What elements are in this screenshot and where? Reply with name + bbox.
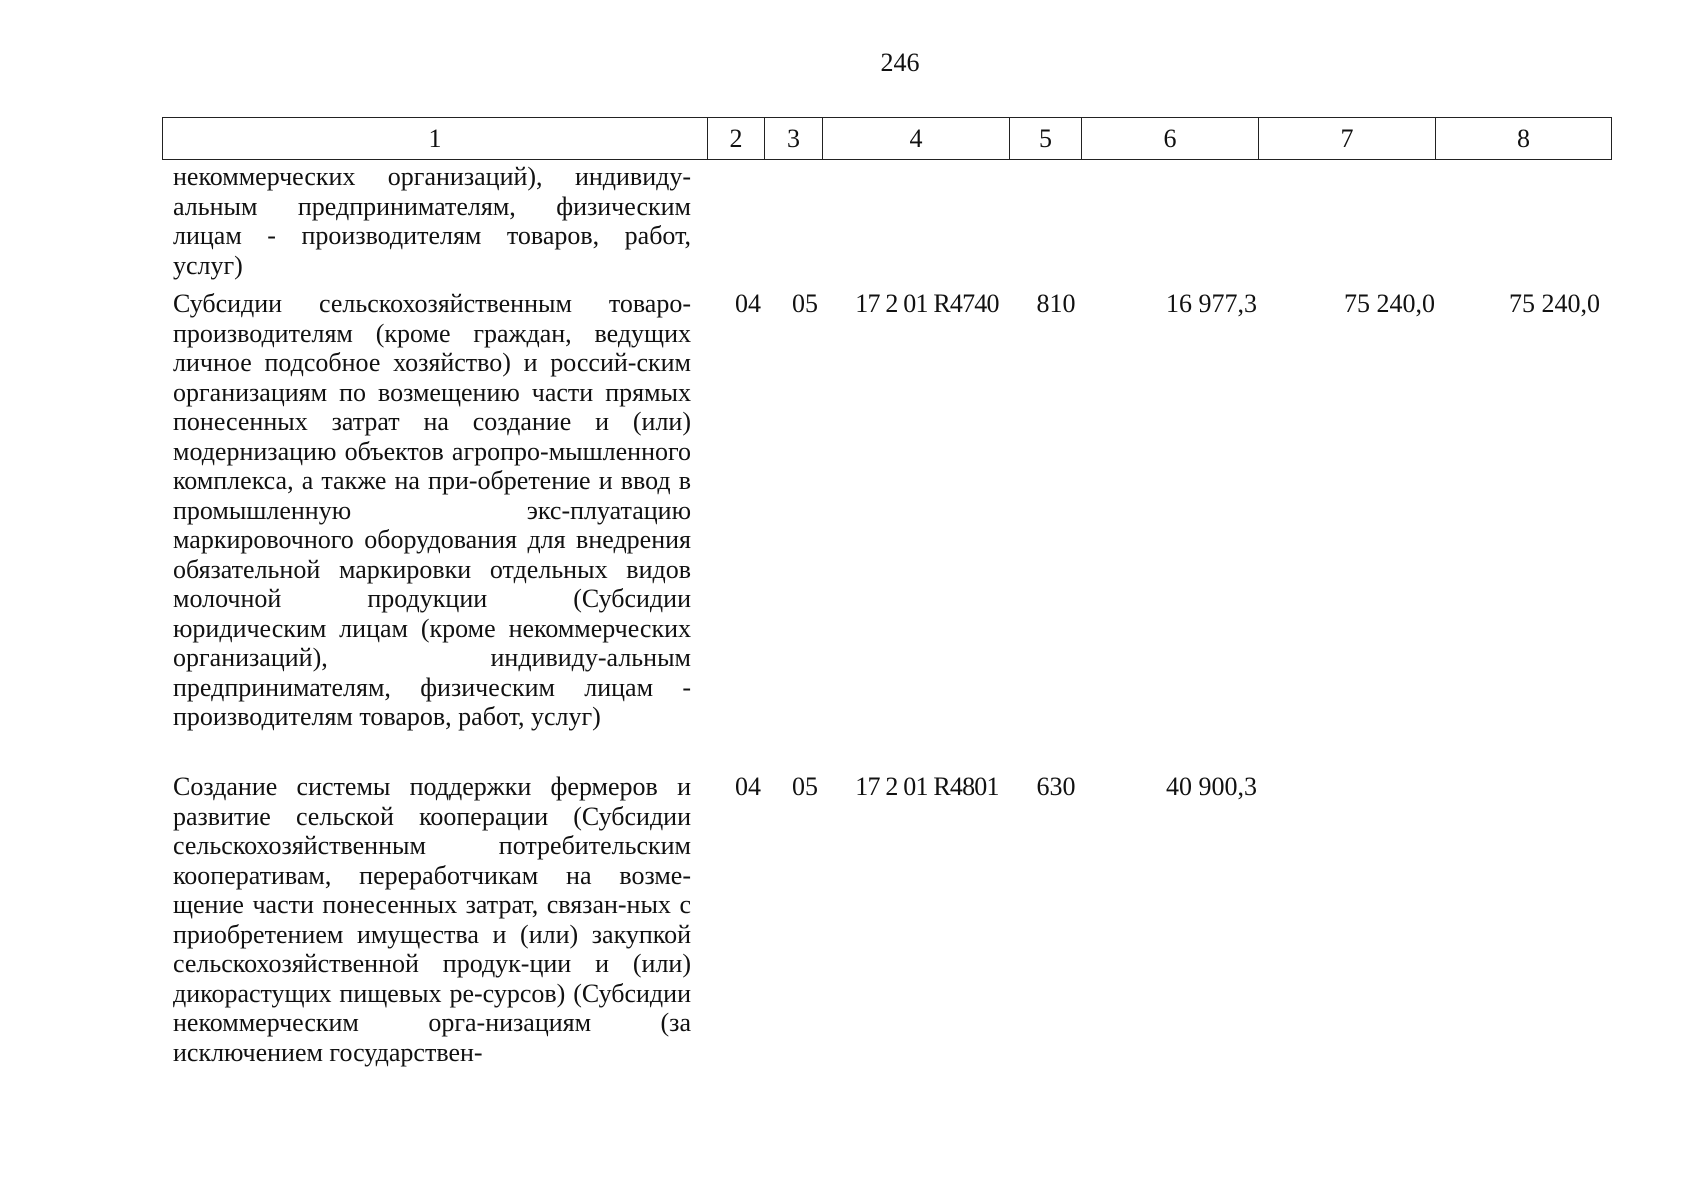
column-header-7: 7 [1259, 118, 1436, 160]
row-expense-type: 630 [1036, 772, 1076, 801]
column-header-1: 1 [163, 118, 708, 160]
row-subsection-code: 05 [792, 772, 818, 801]
page-number: 246 [880, 48, 920, 77]
row-target-article: 17 2 01 R4801 [855, 772, 999, 801]
column-header-6: 6 [1082, 118, 1259, 160]
row-amount-col8: 75 240,0 [1509, 289, 1600, 318]
row-expense-type: 810 [1036, 289, 1076, 318]
row-amount-col6: 40 900,3 [1166, 772, 1257, 801]
row-description: Субсидии сельскохозяйственным товаро-производителям (кроме граждан, ведущих личное подсобное хозяйство) и россий-ским организациям по возмещению части прямых понесенных затрат на создание и (или) модернизацию объектов агропро-мышленного комплекса, а также на при-обретение и ввод в промышленную экс-плуатацию маркировочного оборудования для внедрения обязательной маркировки отдельных видов молочной продукции (Субсидии юридическим лицам (кроме некоммерческих организаций), индивиду-альным предпринимателям, физическим лицам - производителям товаров, работ, услуг) [173, 289, 691, 731]
row-description: некоммерческих организаций), индивиду-альным предпринимателям, физическим лицам - производителям товаров, работ, услуг) [173, 162, 691, 280]
column-header-4: 4 [823, 118, 1010, 160]
row-subsection-code: 05 [792, 289, 818, 318]
column-header-3: 3 [765, 118, 823, 160]
row-target-article: 17 2 01 R4740 [855, 289, 999, 318]
column-header-5: 5 [1010, 118, 1082, 160]
row-description: Создание системы поддержки фермеров и развитие сельской кооперации (Субсидии сельскохозяйственным потребительским кооперативам, переработчикам на возме-щение части понесенных затрат, связан-ных с приобретением имущества и (или) закупкой сельскохозяйственной продук-ции и (или) дикорастущих пищевых ре-сурсов) (Субсидии некоммерческим орга-низациям (за исключением государствен- [173, 772, 691, 1067]
row-section-code: 04 [735, 289, 761, 318]
table-header [162, 117, 1612, 160]
column-header-2: 2 [708, 118, 765, 160]
row-amount-col6: 16 977,3 [1166, 289, 1257, 318]
column-header-8: 8 [1436, 118, 1612, 160]
row-amount-col7: 75 240,0 [1344, 289, 1435, 318]
row-section-code: 04 [735, 772, 761, 801]
